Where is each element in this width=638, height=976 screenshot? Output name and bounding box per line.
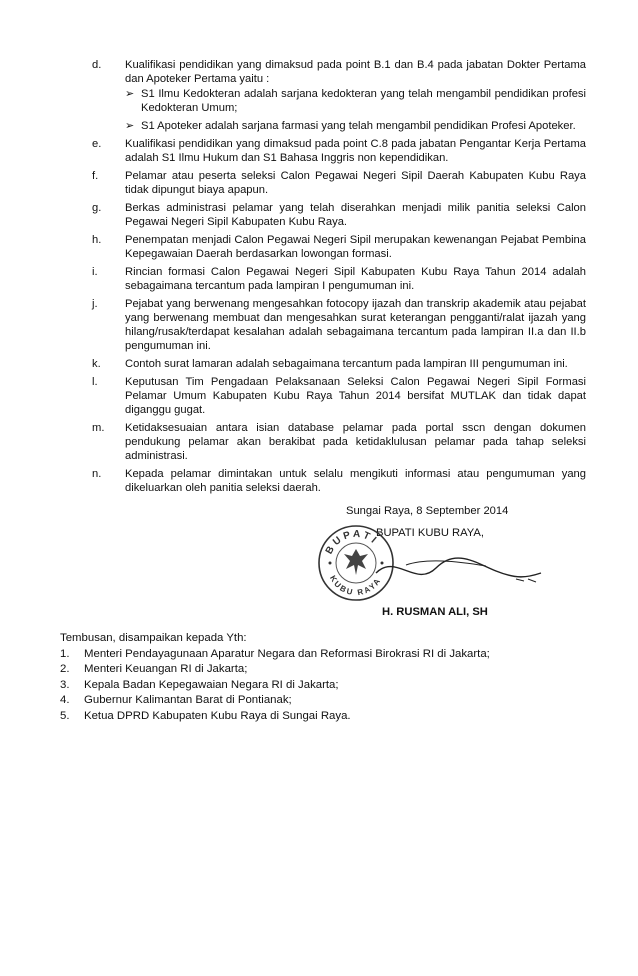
cc-text: Ketua DPRD Kabupaten Kubu Raya di Sungai Raya. — [84, 709, 351, 722]
cc-number: 4. — [60, 694, 70, 706]
item-text: Pejabat yang berwenang mengesahkan fotocopy ijazah dan transkrip akademik atau pejabat yang berwenang membuat dan mengesahkan surat keterangan pengganti/ralat ijazah yang hilang/rusak/terdapat kesalahan adalah sebagaimana tercantum pada lampiran II.a dan II.b pengumuman ini. — [125, 298, 586, 352]
cc-number: 3. — [60, 678, 70, 691]
list-item — [92, 265, 586, 293]
list-item — [92, 467, 586, 495]
item-text: Kualifikasi pendidikan yang dimaksud pada point B.1 dan B.4 pada jabatan Dokter Pertama dan Apoteker Pertama yaitu : — [125, 59, 586, 85]
cc-number: 5. — [60, 709, 70, 722]
signatory-name: H. RUSMAN ALI, SH — [382, 606, 488, 618]
list-item — [92, 169, 586, 197]
cc-item — [60, 647, 600, 663]
list-item — [92, 421, 586, 463]
item-text: Kepada pelamar dimintakan untuk selalu mengikuti informasi atau pengumuman yang dikeluarkan oleh panitia seleksi daerah. — [125, 468, 586, 494]
cc-text: Gubernur Kalimantan Barat di Pontianak; — [84, 694, 292, 706]
item-letter: h. — [92, 234, 102, 246]
cc-heading: Tembusan, disampaikan kepada Yth: — [60, 632, 247, 644]
seal-text-top: BUPATI — [323, 528, 381, 557]
carbon-copy-list — [60, 631, 600, 724]
cc-number: 2. — [60, 663, 70, 675]
item-text: Pelamar atau peserta seleksi Calon Pegawai Negeri Sipil Daerah Kabupaten Kubu Raya tidak dipungut biaya apapun. — [125, 170, 586, 196]
garuda-emblem-icon — [344, 549, 368, 575]
list-item — [92, 357, 586, 371]
item-text: Keputusan Tim Pengadaan Pelaksanaan Seleksi Calon Pegawai Negeri Sipil Formasi Pelamar Umum Kabupaten Kubu Raya Tahun 2014 bersifat MUTLAK dan tidak dapat diganggu gugat. — [125, 376, 586, 416]
sub-item-text: S1 Apoteker adalah sarjana farmasi yang telah mengambil pendidikan Profesi Apoteker. — [141, 120, 576, 132]
item-text: Rincian formasi Calon Pegawai Negeri Sipil Kabupaten Kubu Raya Tahun 2014 adalah sebagaimana tercantum pada lampiran I pengumuman ini. — [125, 266, 586, 292]
cc-text: Kepala Badan Kepegawaian Negara RI di Jakarta; — [84, 678, 339, 691]
item-letter: e. — [92, 138, 102, 150]
cc-item — [60, 662, 600, 678]
item-letter: d. — [92, 59, 102, 71]
item-letter: l. — [92, 376, 98, 388]
provisions-list — [92, 58, 586, 495]
list-item — [92, 58, 586, 133]
sub-item — [125, 87, 586, 115]
item-text: Berkas administrasi pelamar yang telah diserahkan menjadi milik panitia seleksi Calon Pegawai Negeri Sipil Kabupaten Kubu Raya. — [125, 202, 586, 228]
list-item — [92, 137, 586, 165]
item-letter: g. — [92, 202, 102, 214]
signatory-title: BUPATI KUBU RAYA, — [376, 527, 484, 539]
item-text: Kualifikasi pendidikan yang dimaksud pada point C.8 pada jabatan Pengantar Kerja Pertama adalah S1 Ilmu Hukum dan S1 Bahasa Inggris non kependidikan. — [125, 138, 586, 164]
cc-item — [60, 678, 600, 694]
cc-text: Menteri Keuangan RI di Jakarta; — [84, 663, 248, 675]
item-letter: f. — [92, 170, 99, 182]
cc-item — [60, 709, 600, 725]
item-letter: n. — [92, 468, 102, 480]
item-text: Penempatan menjadi Calon Pegawai Negeri Sipil merupakan kewenangan Pejabat Pembina Kepegawaian Daerah berdasarkan lowongan formasi. — [125, 234, 586, 260]
list-item — [92, 233, 586, 261]
seal-text-bottom: KUBU RAYA — [327, 573, 384, 598]
cc-item — [60, 693, 600, 709]
list-item — [92, 201, 586, 229]
arrow-bullet-icon: ➢ — [125, 88, 135, 100]
item-text: Ketidaksesuaian antara isian database pelamar pada portal sscn dengan dokumen pendukung pelamar akan berakibat pada ketidaklulusan pelamar pada tahap seleksi administrasi. — [125, 422, 586, 462]
cc-number: 1. — [60, 647, 70, 660]
item-letter: k. — [92, 358, 101, 370]
arrow-bullet-icon: ➢ — [125, 120, 135, 132]
handwritten-signature — [366, 533, 546, 603]
list-item — [92, 297, 586, 353]
cc-text: Menteri Pendayagunaan Aparatur Negara dan Reformasi Birokrasi RI di Jakarta; — [84, 647, 490, 660]
place-date: Sungai Raya, 8 September 2014 — [346, 505, 509, 517]
list-item — [92, 375, 586, 417]
item-letter: j. — [92, 298, 98, 310]
sub-item — [125, 119, 586, 133]
item-letter: m. — [92, 422, 105, 434]
item-letter: i. — [92, 266, 98, 278]
sub-item-text: S1 Ilmu Kedokteran adalah sarjana kedokteran yang telah mengambil pendidikan profesi Kedokteran Umum; — [141, 88, 586, 114]
item-text: Contoh surat lamaran adalah sebagaimana tercantum pada lampiran III pengumuman ini. — [125, 358, 568, 370]
